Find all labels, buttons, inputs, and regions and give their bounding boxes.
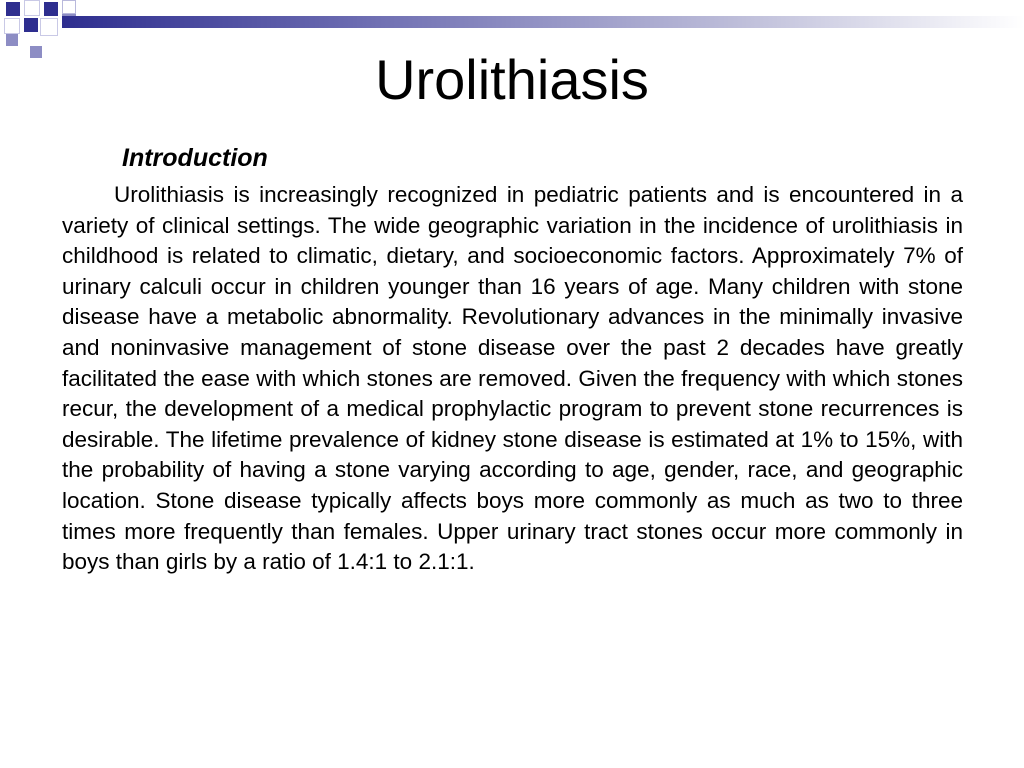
decorative-square <box>40 18 58 36</box>
decorative-square <box>62 0 76 14</box>
decorative-square <box>24 0 40 16</box>
decorative-square <box>44 2 58 16</box>
decorative-square <box>6 2 20 16</box>
slide-title: Urolithiasis <box>375 48 649 111</box>
decorative-square <box>6 34 18 46</box>
body-paragraph: Urolithiasis is increasingly recognized in pediatric patients and is encountered in a variety of clinical settings. The wide geographic variation in the incidence of urolithiasis in childhood is related to climatic, dietary, and socioeconomic factors. Approximately 7% of urinary calculi occur in children younger than 16 years of age. Many children with stone disease have a metabolic abnormality. Revolutionary advances in the minimally invasive and noninvasive management of stone disease over the past 2 decades have greatly facilitated the ease with which stones are removed. Given the frequency with which stones recur, the development of a medical prophylactic program to prevent stone recurrences is desirable. The lifetime prevalence of kidney stone disease is estimated at 1% to 15%, with the probability of having a stone varying according to age, gender, race, and geographic location. Stone disease typically affects boys more commonly as much as two to three times more frequently than females. Upper urinary tract stones occur more commonly in boys than girls by a ratio of 1.4:1 to 2.1:1. <box>62 182 963 575</box>
decorative-square <box>4 18 20 34</box>
decorative-square <box>24 18 38 32</box>
section-heading: Introduction <box>122 144 268 172</box>
header-gradient-bar <box>62 16 1024 28</box>
